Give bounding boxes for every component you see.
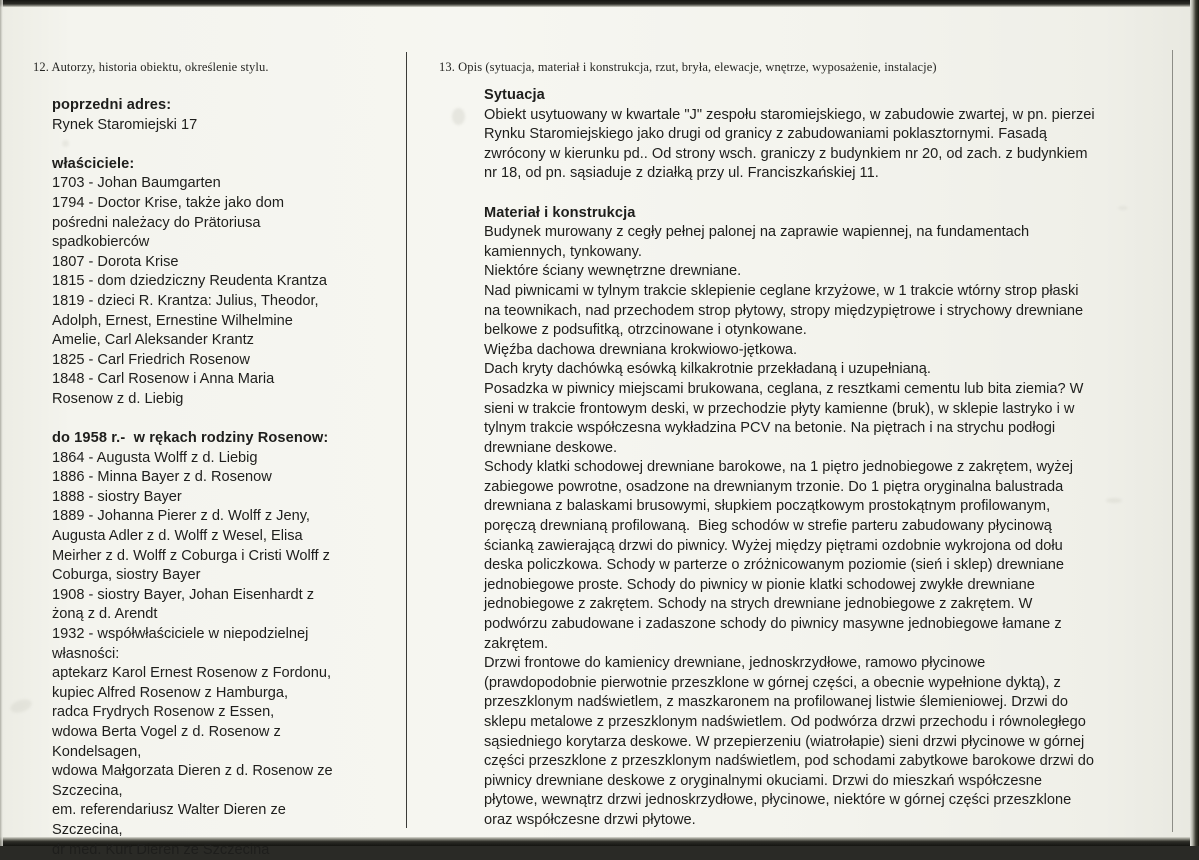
text-line: kamiennych, tynkowany. bbox=[484, 243, 642, 260]
text-line: Augusta Adler z d. Wolff z Wesel, Elisa bbox=[52, 528, 303, 545]
text-line: Posadzka w piwnicy miejscami brukowana, ceglana, z resztkami cementu lub bita ziemia? W bbox=[484, 380, 1084, 397]
text-line: zwrócony w kierunku pd.. Od strony wsch. graniczy z budynkiem nr 20, od zach. z budynkiem bbox=[484, 145, 1088, 162]
text-line: Rynku Staromiejskiego jako drugi od granicy z zabudowaniami poklasztornymi. Fasadą bbox=[484, 126, 1047, 143]
text-line: Adolph, Ernest, Ernestine Wilhelmine bbox=[52, 312, 293, 329]
text-line: 1819 - dzieci R. Krantza: Julius, Theodor, bbox=[52, 292, 319, 309]
text-line: 1794 - Doctor Krise, także jako dom bbox=[52, 194, 284, 211]
text-line: płytowe, wewnątrz drzwi jednoskrzydłowe, płycinowe, niektóre w górnej części przeszklone bbox=[484, 792, 1072, 809]
text-line: sieni w trakcie frontowym deski, w przechodzie płyty kamienne (bruk), w sklepie lastryko i w bbox=[484, 400, 1075, 417]
text-line: deska policzkowa. Schody w parterze o zróżnicowanym poziomie (sień i sklep) drewniane bbox=[484, 557, 1064, 574]
text-line: poręczą drewnianą profilowaną. Bieg schodów w strefie parteru zabudowany płycinową bbox=[484, 518, 1052, 535]
text-line: Budynek murowany z cegły pełnej palonej na zaprawie wapiennej, na fundamentach bbox=[484, 224, 1030, 241]
text-line: podwórzu zabudowane i zadaszone schody do piwnicy masywne jednobiegowe łamane z bbox=[484, 616, 1062, 633]
text-line: Szczecina, bbox=[52, 821, 123, 838]
material-konstrukcja-heading: Materiał i konstrukcja bbox=[484, 204, 636, 221]
text-line: Obiekt usytuowany w kwartale "J" zespołu staromiejskiego, w zabudowie zwartej, w pn. pierzei bbox=[484, 106, 1095, 123]
rosenow-family-heading: do 1958 r.- w rękach rodziny Rosenow: bbox=[52, 430, 329, 447]
text-line: Schody klatki schodowej drewniane barokowe, na 1 piętro jednobiegowe z zakrętem, wyżej bbox=[484, 459, 1073, 476]
material-konstrukcja-block bbox=[484, 204, 1174, 831]
text-line: em. referendariusz Walter Dieren ze bbox=[52, 802, 286, 819]
text-line: 1807 - Dorota Krise bbox=[52, 253, 179, 270]
text-line: Meirher z d. Wolff z Coburga i Cristi Wolff z bbox=[52, 547, 330, 564]
text-line: drewniana z balaskami brusowymi, słupkiem początkowym prostokątnym profilowanym, bbox=[484, 498, 1051, 515]
text-line: 1888 - siostry Bayer bbox=[52, 488, 182, 505]
owners-heading: właściciele: bbox=[52, 155, 135, 172]
text-line: pośredni należacy do Prätoriusa bbox=[52, 214, 261, 231]
text-line: części przeszklone z przeszklonym nadświetlem, pod schodami zabytkowe barokowe drzwi do bbox=[484, 753, 1094, 770]
column-authors-history bbox=[52, 96, 397, 860]
text-line: żoną z d. Arendt bbox=[52, 606, 158, 623]
text-line: oraz współczesne drzwi płytowe. bbox=[484, 811, 696, 828]
text-line: Szczecina, bbox=[52, 782, 123, 799]
text-line: 1932 - współwłaściciele w niepodzielnej bbox=[52, 626, 309, 643]
sytuacja-text bbox=[484, 106, 1174, 184]
text-line: kupiec Alfred Rosenow z Hamburga, bbox=[52, 684, 289, 701]
text-line: 1908 - siostry Bayer, Johan Eisenhardt z bbox=[52, 586, 315, 603]
text-line: 1848 - Carl Rosenow i Anna Maria bbox=[52, 371, 275, 388]
scan-edge-right bbox=[1190, 0, 1199, 846]
text-line: 1889 - Johanna Pierer z d. Wolff z Jeny, bbox=[52, 508, 310, 525]
column-divider-rule bbox=[406, 52, 407, 828]
text-line: piwnicy drewniane deskowe z oryginalnymi okuciami. Drzwi do mieszkań współczesne bbox=[484, 772, 1043, 789]
scan-blemish bbox=[452, 108, 465, 125]
text-line: 1825 - Carl Friedrich Rosenow bbox=[52, 351, 250, 368]
owners-block bbox=[52, 155, 397, 410]
text-line: Niektóre ściany wewnętrzne drewniane. bbox=[484, 263, 742, 280]
sytuacja-heading: Sytuacja bbox=[484, 87, 545, 103]
text-line: sąsiedniego korytarza deskowe. W przepierzeniu (wiatrołapie) sieni drzwi płycinowe w górnej bbox=[484, 733, 1085, 750]
text-line: tylnym trakcie współczesna wykładzina PCV na betonie. Na piętrach i na strychu podłogi bbox=[484, 420, 1056, 437]
scan-edge-top bbox=[0, 0, 1199, 7]
text-line: jednobiegowe z zakrętem. Schody na strych drewniane jednobiegowe z zakrętem. W bbox=[484, 596, 1033, 613]
text-line: Drzwi frontowe do kamienicy drewniane, jednoskrzydłowe, ramowo płycinowe bbox=[484, 655, 986, 672]
text-line: ścianką zawierającą drzwi do piwnicy. Wyżej między piętrami ozdobnie wykrojona od dołu bbox=[484, 537, 1063, 554]
rosenow-family-block bbox=[52, 429, 397, 860]
text-line: Dach kryty dachówką esówką kilkakrotnie przekładaną i uzupełnianą. bbox=[484, 361, 931, 378]
sytuacja-block bbox=[484, 86, 1174, 184]
previous-address-value: Rynek Staromiejski 17 bbox=[52, 116, 198, 133]
text-line: Amelie, Carl Aleksander Krantz bbox=[52, 332, 254, 349]
text-line: Coburga, siostry Bayer bbox=[52, 567, 201, 584]
form-field-caption-13: 13. Opis (sytuacja, materiał i konstrukcja, rzut, bryła, elewacje, wnętrze, wyposażenie, instalacje) bbox=[439, 60, 937, 74]
text-line: Rosenow z d. Liebig bbox=[52, 390, 184, 407]
text-line: nr 18, od pn. sąsiaduje z działką przy ul. Franciszkańskiej 11. bbox=[484, 165, 879, 182]
rosenow-family-list bbox=[52, 449, 397, 860]
text-line: 1864 - Augusta Wolff z d. Liebig bbox=[52, 449, 258, 466]
text-line: spadkobierców bbox=[52, 234, 150, 251]
text-line: dr med. Kurt Dieren ze Szczecina bbox=[52, 841, 270, 858]
text-line: belkowe z podsufitką, otrzcinowane i otynkowane. bbox=[484, 322, 807, 339]
previous-address-heading: poprzedni adres: bbox=[52, 97, 172, 113]
owners-list bbox=[52, 174, 397, 409]
text-line: aptekarz Karol Ernest Rosenow z Fordonu, bbox=[52, 665, 332, 682]
previous-address-block bbox=[52, 96, 397, 135]
text-line: jednobiegowe proste. Schody do piwnicy w pionie klatki schodowej zwykłe drewniane bbox=[484, 576, 1035, 593]
text-line: wdowa Małgorzata Dieren z d. Rosenow ze bbox=[52, 763, 333, 780]
text-line: sklepu metalowe z przeszklonym nadświetlem. Od podwórza drzwi przechodu i równoległego bbox=[484, 714, 1086, 730]
text-line: 1886 - Minna Bayer z d. Rosenow bbox=[52, 469, 272, 486]
text-line: Kondelsagen, bbox=[52, 743, 142, 760]
text-line: 1815 - dom dziedziczny Reudenta Krantza bbox=[52, 273, 328, 290]
text-line: Nad piwnicami w tylnym trakcie sklepienie ceglane krzyżowe, w 1 trakcie wtórny strop płaski bbox=[484, 282, 1079, 299]
text-line: zakrętem. bbox=[484, 635, 549, 652]
text-line: zabiegowe powrotne, osadzone na drewnianym trzonie. Do 1 piętra oryginalna balustrada bbox=[484, 478, 1064, 495]
material-konstrukcja-text bbox=[484, 223, 1174, 830]
form-field-caption-12: 12. Autorzy, historia obiektu, określenie stylu. bbox=[33, 60, 269, 74]
scan-edge-left bbox=[0, 0, 3, 846]
text-line: własności: bbox=[52, 645, 120, 662]
text-line: (prawdopodobnie pierwotnie przeszklone w górnej części, a obecnie wypełnione dyktą), z bbox=[484, 674, 1061, 691]
text-line: wdowa Berta Vogel z d. Rosenow z bbox=[52, 724, 281, 740]
text-line: radca Frydrych Rosenow z Essen, bbox=[52, 704, 275, 721]
column-description bbox=[484, 86, 1174, 831]
text-line: drewniane deskowe. bbox=[484, 439, 618, 456]
text-line: Więźba dachowa drewniana krokwiowo-jętkowa. bbox=[484, 341, 798, 358]
text-line: przeszklonym nadświetlem, z maszkaronem na profilowanej listwie ślemieniowej. Drzwi do bbox=[484, 694, 1068, 711]
text-line: na teownikach, nad przechodem strop płytowy, stropy międzypiętrowe i strychowy drewniane bbox=[484, 302, 1084, 319]
text-line: 1703 - Johan Baumgarten bbox=[52, 175, 221, 192]
